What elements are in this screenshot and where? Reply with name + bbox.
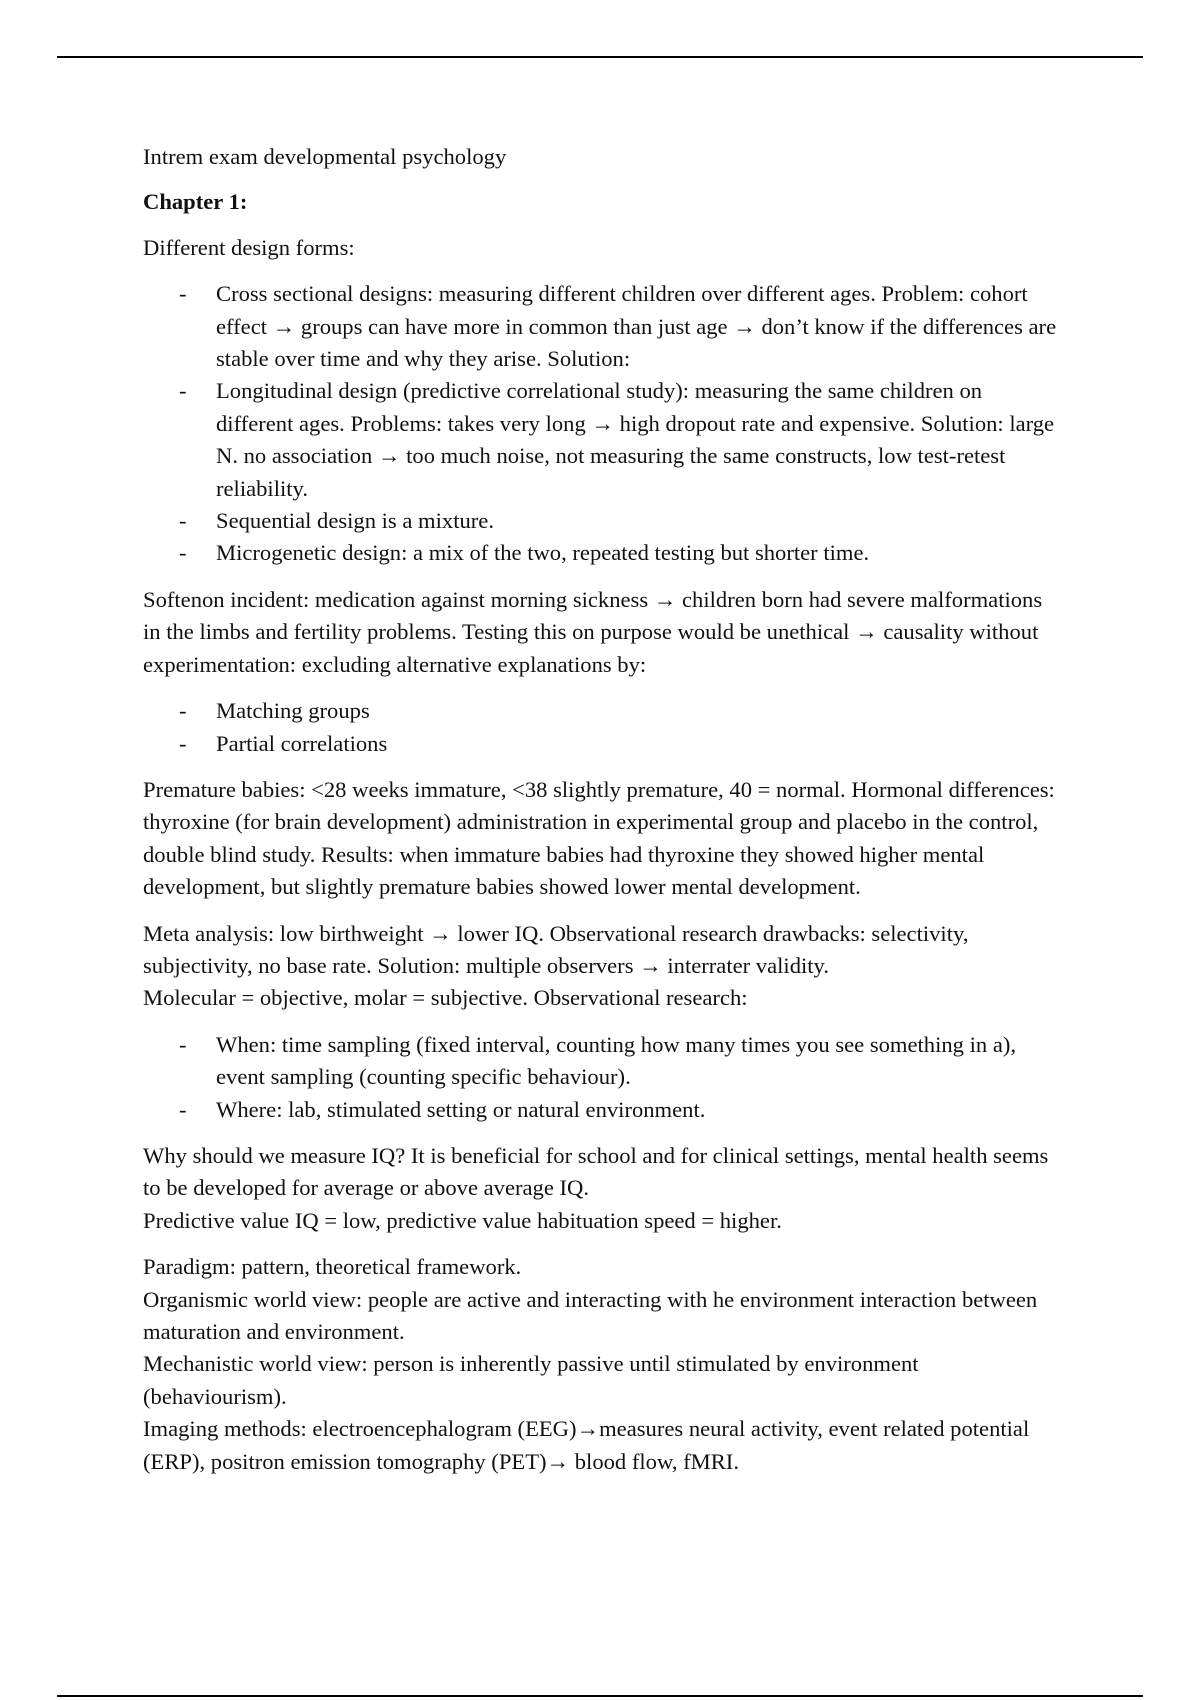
paradigm-paragraph: Paradigm: pattern, theoretical framework. [143, 1254, 522, 1280]
list-dash: - [179, 1096, 187, 1122]
list-item-text: Partial correlations [216, 730, 388, 756]
molecular-paragraph: Molecular = objective, molar = subjective. Observational research: [143, 985, 748, 1011]
list-dash: - [179, 508, 187, 534]
list-item [143, 505, 1063, 537]
list-item [143, 1094, 1063, 1126]
imaging-methods-paragraph: Imaging methods: electroencephalogram (EEG)→measures neural activity, event related potential (ERP), positron emission tomography (PET)→ blood flow, fMRI. [143, 1416, 1030, 1474]
design-forms-intro: Different design forms: [143, 234, 355, 260]
list-item-text: Microgenetic design: a mix of the two, repeated testing but shorter time. [216, 540, 870, 566]
softenon-paragraph: Softenon incident: medication against morning sickness → children born had severe malformations in the limbs and fertility problems. Testing this on purpose would be unethical → causality without experimentation: excluding alternative explanations by: [143, 586, 1043, 677]
list-item [143, 537, 1063, 569]
list-item [143, 278, 1063, 375]
list-dash: - [179, 281, 187, 307]
list-item [143, 695, 1063, 727]
chapter-heading: Chapter 1: [143, 189, 248, 215]
list-item [143, 375, 1063, 505]
list-dash: - [179, 730, 187, 756]
list-item [143, 728, 1063, 760]
predictive-value-paragraph: Predictive value IQ = low, predictive value habituation speed = higher. [143, 1207, 782, 1233]
list-item [143, 1029, 1063, 1094]
list-dash: - [179, 1031, 187, 1057]
list-item-text: Longitudinal design (predictive correlational study): measuring the same children on different ages. Problems: takes very long → high dropout rate and expensive. Solution: large N. no association → too much noise, not measuring the same constructs, low test-retest reliability. [216, 378, 1055, 501]
list-item-text: Where: lab, stimulated setting or natural environment. [216, 1096, 706, 1122]
document-body [143, 141, 1063, 1478]
page-top-rule [57, 56, 1143, 58]
list-item-text: Cross sectional designs: measuring different children over different ages. Problem: cohort effect → groups can have more in common than just age → don’t know if the differences are stable over time and why they arise. Solution: [216, 281, 1057, 372]
iq-paragraph: Why should we measure IQ? It is beneficial for school and for clinical settings, mental health seems to be developed for average or above average IQ. [143, 1142, 1049, 1201]
observational-research-list [143, 1029, 1063, 1126]
list-item-text: Matching groups [216, 698, 370, 724]
list-dash: - [179, 540, 187, 566]
alternative-explanations-list [143, 695, 1063, 760]
list-item-text: When: time sampling (fixed interval, counting how many times you see something in a), event sampling (counting specific behaviour). [216, 1031, 1017, 1090]
premature-babies-paragraph: Premature babies: <28 weeks immature, <38 slightly premature, 40 = normal. Hormonal differences: thyroxine (for brain development) administration in experimental group and placebo in the control, double blind study. Results: when immature babies had thyroxine they showed higher mental development, but slightly premature babies showed lower mental development. [143, 776, 1055, 900]
page-bottom-rule [57, 1695, 1143, 1697]
meta-analysis-paragraph: Meta analysis: low birthweight → lower IQ. Observational research drawbacks: selectivity, subjectivity, no base rate. Solution: multiple observers → interrater validity. [143, 920, 969, 978]
design-forms-list [143, 278, 1063, 570]
organismic-paragraph: Organismic world view: people are active and interacting with he environment interaction between maturation and environment. [143, 1286, 1038, 1344]
document-title: Intrem exam developmental psychology [143, 144, 507, 169]
list-dash: - [179, 698, 187, 724]
list-dash: - [179, 378, 187, 404]
mechanistic-paragraph: Mechanistic world view: person is inherently passive until stimulated by environment (behaviourism). [143, 1351, 919, 1409]
list-item-text: Sequential design is a mixture. [216, 508, 494, 534]
